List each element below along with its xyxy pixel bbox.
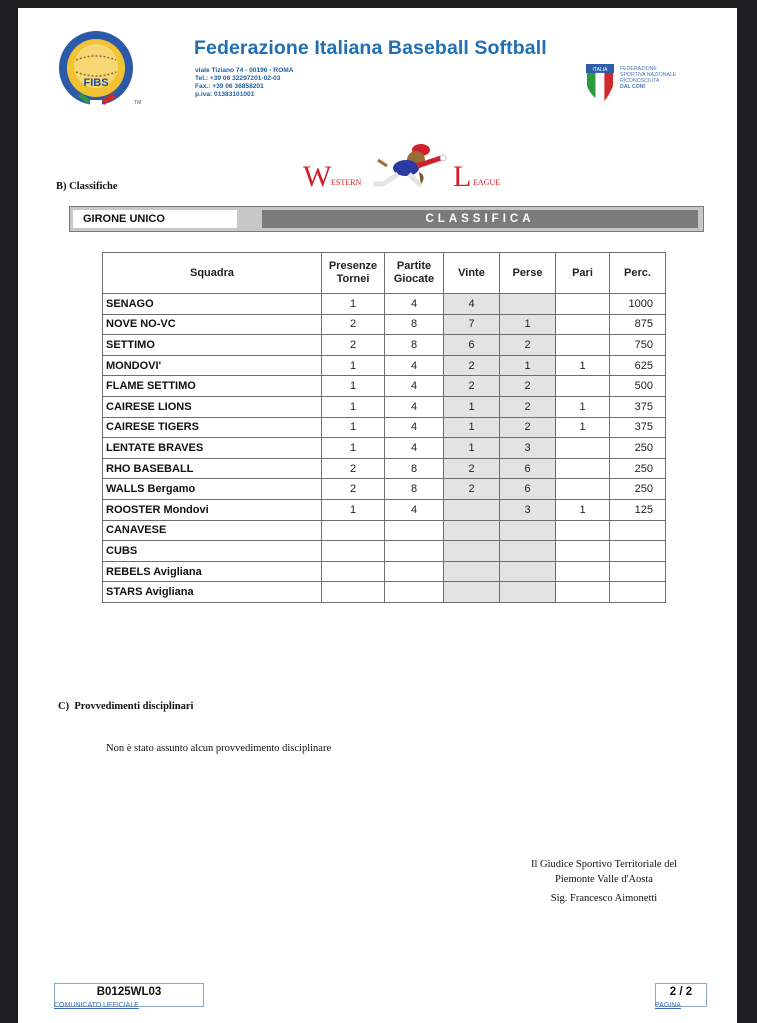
page-box (655, 983, 707, 1007)
column-header-pari: Pari (556, 253, 610, 294)
cell-perse: 6 (500, 458, 556, 479)
cell-perc (610, 582, 666, 603)
cell-team: NOVE NO-VC (103, 314, 322, 335)
cell-perse (500, 582, 556, 603)
cell-pari (556, 438, 610, 459)
cell-partite (385, 520, 444, 541)
cell-presenze (322, 561, 385, 582)
logo-w-rest: ESTERN (331, 178, 362, 187)
cell-presenze (322, 541, 385, 562)
disciplinary-text: Non è stato assunto alcun provvedimento disciplinare (106, 743, 332, 754)
section-b-title: B) Classifiche (56, 181, 118, 192)
cell-pari (556, 582, 610, 603)
cell-pari: 1 (556, 417, 610, 438)
cell-partite: 8 (385, 458, 444, 479)
cell-vinte: 2 (444, 458, 500, 479)
cell-vinte (444, 541, 500, 562)
girone-label: GIRONE UNICO (73, 210, 237, 228)
table-row (103, 376, 666, 397)
cell-team: CAIRESE LIONS (103, 396, 322, 417)
table-row (103, 417, 666, 438)
coni-badge (586, 64, 696, 104)
table-row (103, 355, 666, 376)
cell-presenze: 1 (322, 438, 385, 459)
cell-perse: 2 (500, 376, 556, 397)
cell-partite: 4 (385, 499, 444, 520)
fax-line: Fax.: +39 06 36858201 (195, 83, 264, 90)
cell-team: ROOSTER Mondovi (103, 499, 322, 520)
cell-perse: 2 (500, 335, 556, 356)
cell-presenze: 1 (322, 294, 385, 315)
cell-partite (385, 541, 444, 562)
cell-perc (610, 561, 666, 582)
mascot-icon (373, 144, 446, 186)
cell-perc: 500 (610, 376, 666, 397)
cell-vinte: 2 (444, 355, 500, 376)
cell-presenze: 1 (322, 355, 385, 376)
signature-role: Il Giudice Sportivo Territoriale del (530, 859, 678, 870)
comunicato-number: B0125WL03 (96, 986, 162, 998)
cell-vinte: 7 (444, 314, 500, 335)
cell-presenze: 2 (322, 314, 385, 335)
column-header-vinte: Vinte (444, 253, 500, 294)
fibs-tm: TM (134, 100, 142, 106)
logo-l-rest: EAGUE (473, 178, 501, 187)
cell-pari (556, 314, 610, 335)
cell-vinte: 1 (444, 438, 500, 459)
cell-partite: 8 (385, 479, 444, 500)
cell-pari (556, 376, 610, 397)
cell-perse (500, 294, 556, 315)
table-row (103, 499, 666, 520)
cell-team: SENAGO (103, 294, 322, 315)
standings-table (102, 252, 666, 603)
vat-line: p.iva: 01383101001 (195, 91, 255, 98)
cell-partite (385, 561, 444, 582)
table-row (103, 335, 666, 356)
logo-w-letter: W (303, 160, 332, 192)
cell-team: RHO BASEBALL (103, 458, 322, 479)
cell-vinte: 2 (444, 479, 500, 500)
signature-block (488, 857, 720, 906)
cell-perse (500, 520, 556, 541)
cell-perc: 250 (610, 458, 666, 479)
cell-team: STARS Avigliana (103, 582, 322, 603)
cell-team: CANAVESE (103, 520, 322, 541)
cell-presenze (322, 520, 385, 541)
cell-pari: 1 (556, 355, 610, 376)
cell-presenze: 2 (322, 458, 385, 479)
western-league-logo (303, 136, 513, 192)
cell-team: FLAME SETTIMO (103, 376, 322, 397)
classifica-banner: CLASSIFICA (262, 210, 698, 228)
table-row (103, 520, 666, 541)
page-number: 2 / 2 (669, 986, 693, 998)
cell-perc: 875 (610, 314, 666, 335)
coni-line: RICONOSCIUTA (620, 78, 660, 84)
cell-team: WALLS Bergamo (103, 479, 322, 500)
cell-team: REBELS Avigliana (103, 561, 322, 582)
cell-vinte: 2 (444, 376, 500, 397)
fibs-logo (58, 30, 142, 110)
org-title: Federazione Italiana Baseball Softball (194, 37, 547, 59)
cell-pari (556, 458, 610, 479)
cell-presenze: 1 (322, 396, 385, 417)
cell-perc: 625 (610, 355, 666, 376)
cell-pari: 1 (556, 396, 610, 417)
cell-partite: 4 (385, 376, 444, 397)
table-row (103, 294, 666, 315)
table-row (103, 458, 666, 479)
cell-partite: 4 (385, 438, 444, 459)
cell-team: MONDOVI' (103, 355, 322, 376)
cell-perse: 3 (500, 499, 556, 520)
cell-presenze: 2 (322, 335, 385, 356)
cell-pari (556, 541, 610, 562)
coni-line: SPORTIVA NAZIONALE (620, 72, 677, 78)
cell-partite: 4 (385, 294, 444, 315)
cell-perc (610, 541, 666, 562)
cell-vinte (444, 499, 500, 520)
comunicato-box (54, 983, 204, 1007)
page-label: PAGINA (655, 1002, 681, 1009)
column-header-presenze: Presenze Tornei (322, 253, 385, 294)
cell-presenze (322, 582, 385, 603)
cell-perse: 6 (500, 479, 556, 500)
cell-perc: 1000 (610, 294, 666, 315)
column-header-perse: Perse (500, 253, 556, 294)
cell-perse: 2 (500, 417, 556, 438)
cell-team: CUBS (103, 541, 322, 562)
cell-partite: 8 (385, 314, 444, 335)
cell-vinte (444, 582, 500, 603)
cell-vinte: 4 (444, 294, 500, 315)
cell-presenze: 2 (322, 479, 385, 500)
table-row (103, 479, 666, 500)
cell-perse (500, 561, 556, 582)
cell-perc: 375 (610, 396, 666, 417)
cell-pari (556, 335, 610, 356)
cell-partite: 4 (385, 396, 444, 417)
cell-vinte (444, 561, 500, 582)
cell-vinte (444, 520, 500, 541)
table-row (103, 314, 666, 335)
table-header-row (103, 253, 666, 294)
fibs-logo-text: FIBS (83, 77, 109, 89)
cell-perc: 125 (610, 499, 666, 520)
coni-line: DAL CONI (620, 84, 645, 90)
cell-perc: 250 (610, 479, 666, 500)
cell-pari (556, 561, 610, 582)
cell-vinte: 1 (444, 396, 500, 417)
cell-perc: 375 (610, 417, 666, 438)
document-page (18, 8, 737, 1023)
signature-name: Sig. Francesco Aimonetti (550, 893, 658, 904)
signature-region: Piemonte Valle d'Aosta (555, 874, 653, 885)
cell-pari (556, 520, 610, 541)
cell-perse: 1 (500, 355, 556, 376)
cell-partite: 8 (385, 335, 444, 356)
cell-presenze: 1 (322, 499, 385, 520)
cell-perc: 750 (610, 335, 666, 356)
column-header-perc: Perc. (610, 253, 666, 294)
coni-line: FEDERAZIONE (620, 66, 657, 72)
section-c-title: C) Provvedimenti disciplinari (58, 701, 194, 712)
phone-line: Tel.: +39 06 32297201-02-03 (195, 75, 281, 82)
table-row (103, 396, 666, 417)
italy-shield-icon (586, 64, 614, 102)
comunicato-label: COMUNICATO UFFICIALE (54, 1002, 139, 1009)
cell-pari (556, 479, 610, 500)
cell-team: CAIRESE TIGERS (103, 417, 322, 438)
table-row (103, 561, 666, 582)
cell-perse (500, 541, 556, 562)
column-header-squadra: Squadra (103, 253, 322, 294)
cell-pari: 1 (556, 499, 610, 520)
cell-vinte: 1 (444, 417, 500, 438)
cell-perse: 3 (500, 438, 556, 459)
cell-perc (610, 520, 666, 541)
org-address (195, 67, 293, 99)
cell-presenze: 1 (322, 376, 385, 397)
cell-pari (556, 294, 610, 315)
coni-flag-label: ITALIA (592, 67, 608, 73)
table-row (103, 541, 666, 562)
column-header-partite: Partite Giocate (385, 253, 444, 294)
coni-text (620, 66, 676, 90)
cell-partite: 4 (385, 417, 444, 438)
table-row (103, 582, 666, 603)
cell-perse: 1 (500, 314, 556, 335)
cell-perc: 250 (610, 438, 666, 459)
cell-partite (385, 582, 444, 603)
cell-team: SETTIMO (103, 335, 322, 356)
cell-partite: 4 (385, 355, 444, 376)
table-row (103, 438, 666, 459)
girone-bar (69, 206, 704, 232)
address-line: viale Tiziano 74 - 00196 - ROMA (195, 67, 294, 74)
cell-vinte: 6 (444, 335, 500, 356)
cell-presenze: 1 (322, 417, 385, 438)
logo-l-letter: L (453, 160, 472, 192)
cell-perse: 2 (500, 396, 556, 417)
cell-team: LENTATE BRAVES (103, 438, 322, 459)
